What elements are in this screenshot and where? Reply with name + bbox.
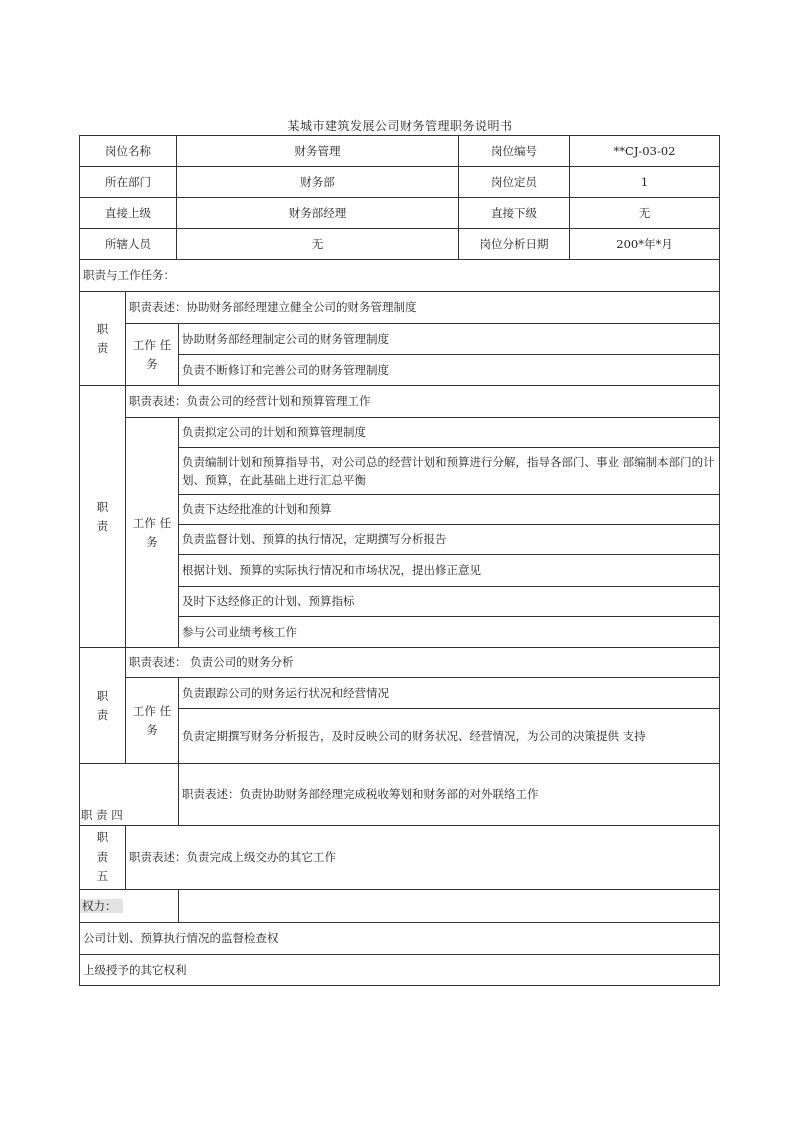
field-label: 直接下级 [459, 198, 570, 229]
task-item: 参与公司业绩考核工作 [179, 617, 720, 648]
duties-table [79, 259, 720, 986]
task-item: 及时下达经修正的计划、预算指标 [179, 587, 720, 617]
field-label: 直接上级 [80, 198, 177, 229]
empty-cell [179, 890, 720, 923]
field-value: 200*年*月 [570, 229, 720, 260]
task-item: 负责跟踪公司的财务运行状况和经营情况 [179, 678, 720, 709]
power-item: 公司计划、预算执行情况的监督检查权 [80, 923, 720, 955]
field-label: 所在部门 [80, 167, 177, 198]
task-item: 负责监督计划、预算的执行情况，定期撰写分析报告 [179, 525, 720, 555]
field-value: 无 [177, 229, 459, 260]
field-label: 岗位分析日期 [459, 229, 570, 260]
task-item: 负责拟定公司的计划和预算管理制度 [179, 418, 720, 448]
field-value: 无 [570, 198, 720, 229]
duty-label: 职 责 [80, 386, 126, 648]
field-label: 岗位名称 [80, 136, 177, 167]
task-label: 工作 任 务 [126, 678, 179, 764]
duty-label: 职 责 [80, 292, 126, 386]
duty-description: 职责表述：负责完成上级交办的其它工作 [126, 826, 720, 890]
duty-label: 职 责 四 [80, 764, 179, 826]
header-row [80, 136, 720, 167]
duty-label: 职 责 [80, 648, 126, 764]
duty-description: 职责表述：负责公司的经营计划和预算管理工作 [126, 386, 720, 418]
field-value: 财务部经理 [177, 198, 459, 229]
field-label: 岗位定员 [459, 167, 570, 198]
task-item: 协助财务部经理制定公司的财务管理制度 [179, 324, 720, 355]
header-row [80, 167, 720, 198]
task-item: 负责下达经批准的计划和预算 [179, 495, 720, 525]
duty-description: 职责表述： 负责公司的财务分析 [126, 648, 720, 678]
field-value: 财务部 [177, 167, 459, 198]
header-row [80, 229, 720, 260]
task-label: 工作 任 务 [126, 418, 179, 648]
task-item: 负责编制计划和预算指导书，对公司总的经营计划和预算进行分解，指导各部门、事业 部编制本部门的计划、预算，在此基础上进行汇总平衡 [179, 448, 720, 495]
field-label: 所辖人员 [80, 229, 177, 260]
field-label: 岗位编号 [459, 136, 570, 167]
task-item: 负责不断修订和完善公司的财务管理制度 [179, 355, 720, 386]
field-value: 财务管理 [177, 136, 459, 167]
task-item: 负责定期撰写财务分析报告，及时反映公司的财务状况、经营情况，为公司的决策提供 支持 [179, 709, 720, 764]
document-title: 某城市建筑发展公司财务管理职务说明书 [287, 119, 513, 133]
task-label: 工作 任 务 [126, 324, 179, 386]
field-value: 1 [570, 167, 720, 198]
header-table [79, 135, 720, 260]
powers-heading: 权力： [80, 890, 179, 923]
duties-heading: 职责与工作任务： [80, 260, 720, 292]
task-item: 根据计划、预算的实际执行情况和市场状况，提出修正意见 [179, 555, 720, 587]
power-item: 上级授予的其它权利 [80, 955, 720, 986]
duty-label: 职 责 五 [80, 826, 126, 890]
duty-description: 职责表述：负责协助财务部经理完成税收筹划和财务部的对外联络工作 [179, 764, 720, 826]
duty-description: 职责表述：协助财务部经理建立健全公司的财务管理制度 [126, 292, 720, 324]
header-row [80, 198, 720, 229]
field-value: **CJ-03-02 [570, 136, 720, 167]
